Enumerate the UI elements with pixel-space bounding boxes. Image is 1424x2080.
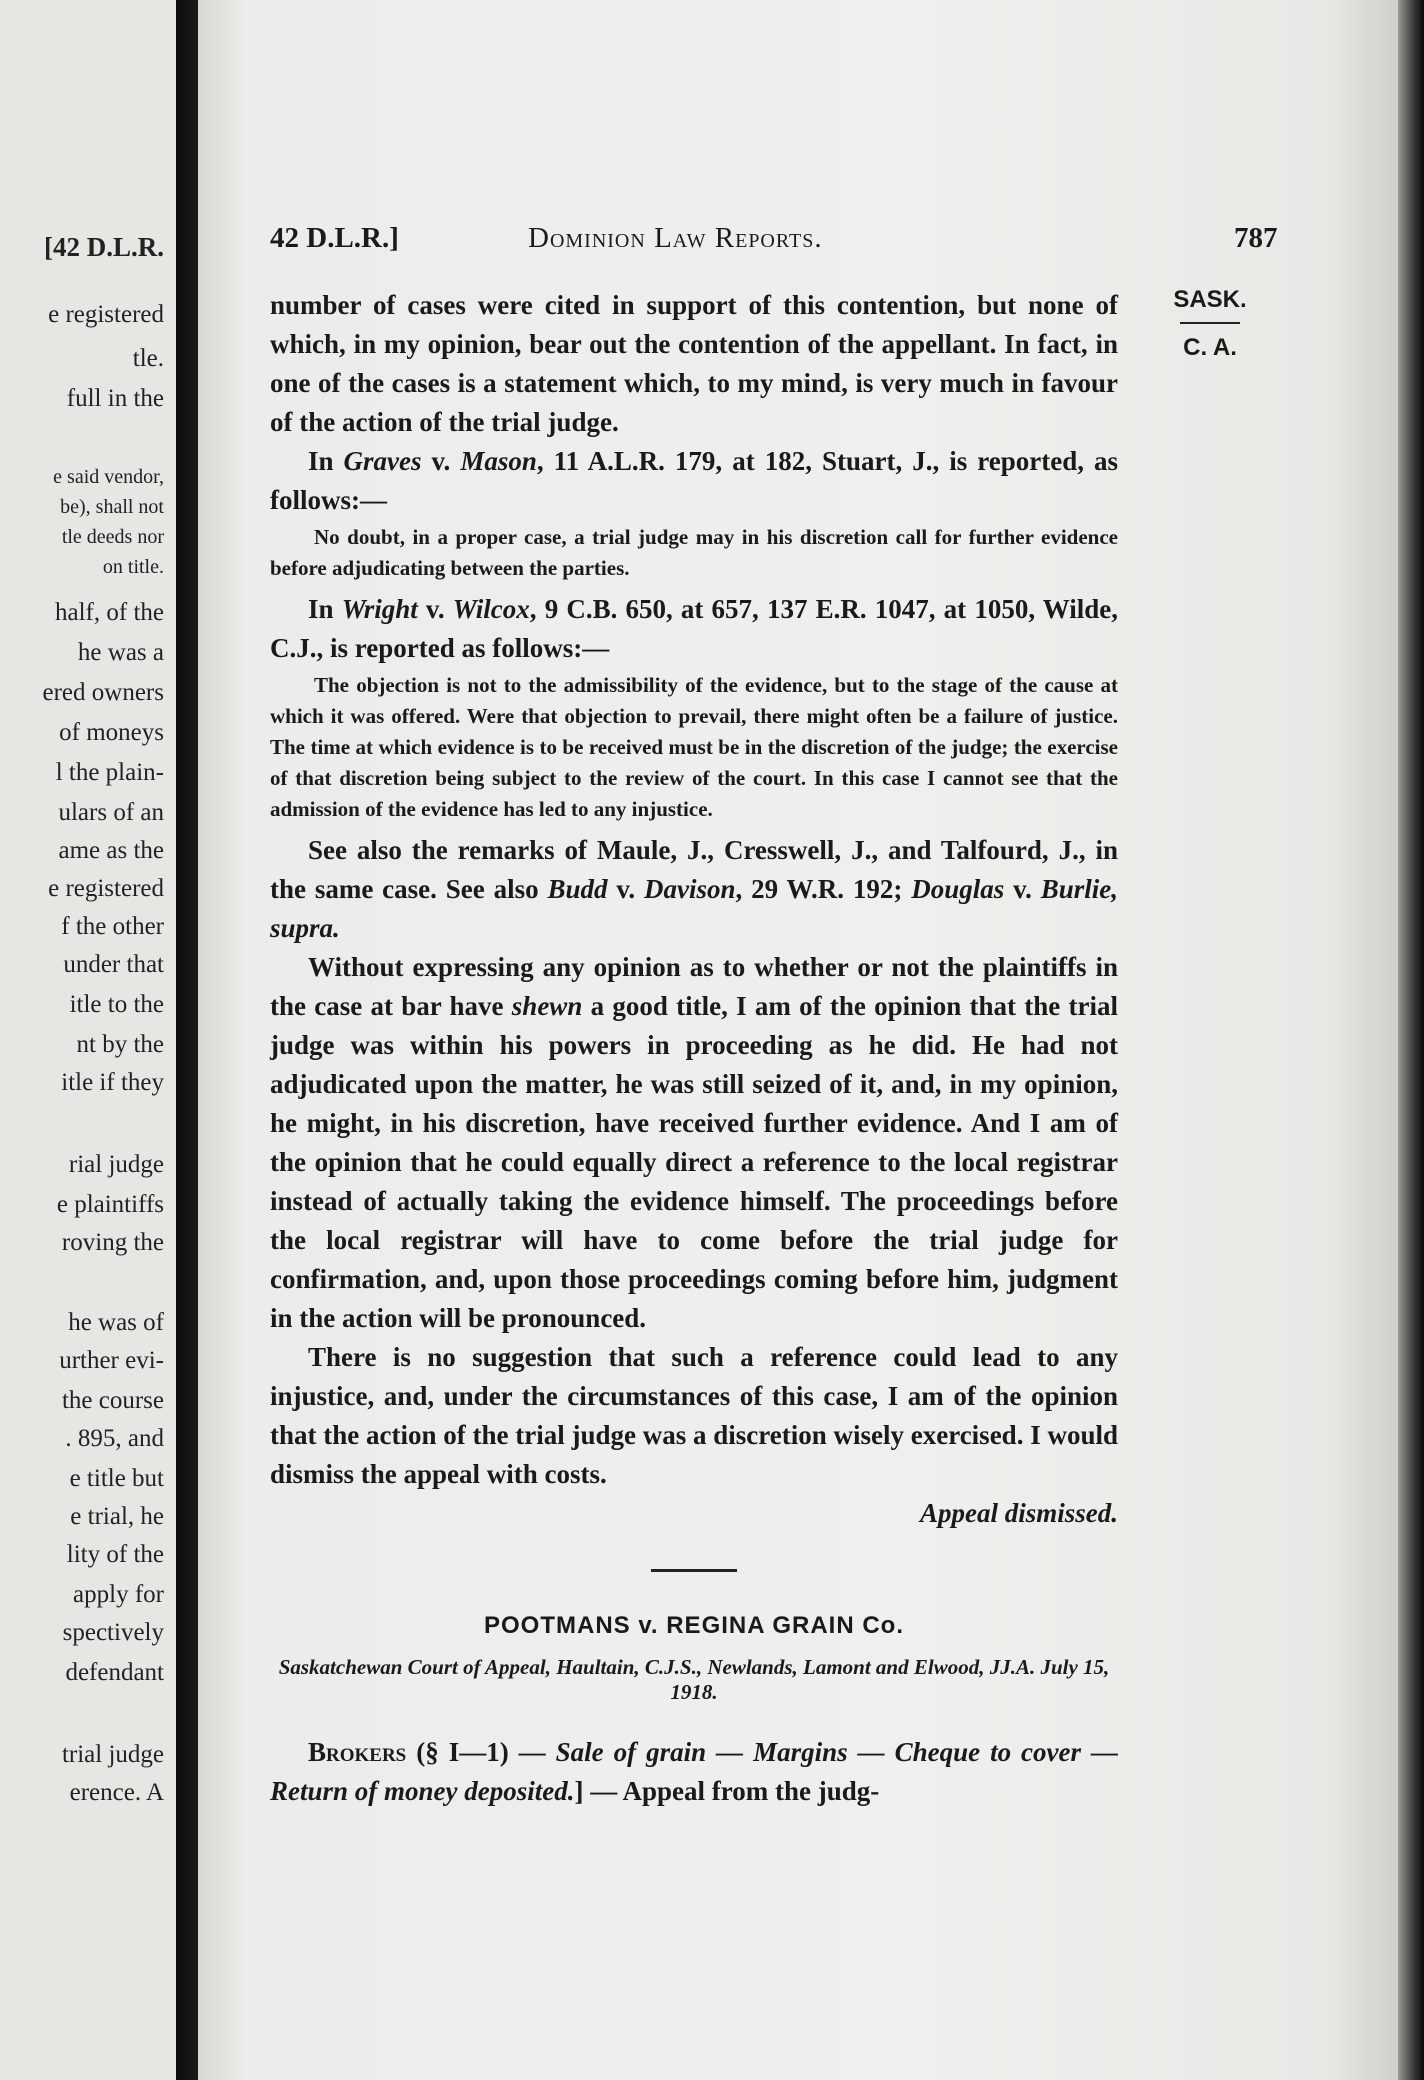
text-run: , 9 C.B. 650, at 657, 137 E.R. 1047, at 1050, Wilde, C.J., is reported as follows:— (270, 594, 1119, 663)
running-title: Dominion Law Reports. (528, 222, 823, 254)
facing-page-line: ame as the (58, 837, 164, 864)
facing-page-line: itle to the (69, 991, 164, 1018)
paragraph-2 (270, 442, 1118, 520)
text-run: Without expressing any opinion as to whether or not the plaintiffs in the case at bar have (270, 952, 1118, 1021)
case-name: Budd (547, 874, 608, 904)
facing-page-line: defendant (65, 1659, 164, 1686)
facing-page-line: under that (63, 951, 164, 978)
paragraph-4 (270, 831, 1118, 948)
paragraph-5 (270, 948, 1118, 1338)
facing-page-line: trial judge (61, 1741, 164, 1768)
facing-page-line: urther evi- (59, 1347, 164, 1374)
case-name: Davison (644, 874, 736, 904)
case-name: Burlie, supra. (270, 874, 1119, 943)
case-name: Wilcox (452, 594, 530, 624)
facing-page-line: e trial, he (70, 1503, 164, 1530)
volume-header: 42 D.L.R.] (270, 222, 399, 254)
margin-province: SASK. (1173, 286, 1247, 313)
paragraph-3 (270, 590, 1118, 668)
case-name: Graves (343, 446, 422, 476)
facing-page-line: lity of the (66, 1541, 164, 1568)
text-run: v. (421, 446, 461, 476)
case-title: POOTMANS v. REGINA GRAIN Co. (483, 1612, 904, 1639)
block-quote-2: The objection is not to the admissibility of the evidence, but to the stage of the cause at which it was offered. Were that objection to prevail, there might often be a failure of justice. The time at which evidence is to be received must be in the discretion of the judge; the exercise of that discretion being subject to the review of the court. In this case I cannot see that the admission of the evidence has led to any injustice. (270, 673, 1118, 821)
facing-page-line: e said vendor, (53, 466, 164, 488)
text-run: , 11 A.L.R. 179, at 182, Stuart, J., is reported, as follows:— (270, 446, 1118, 515)
facing-page-line: erence. A (69, 1779, 164, 1806)
facing-page-line: full in the (66, 385, 164, 412)
page-edge (1398, 0, 1424, 2080)
emphasis: shewn (511, 991, 583, 1021)
facing-page-line: [42 D.L.R. (44, 232, 164, 262)
facing-page-line: e registered (48, 875, 164, 902)
headnote (270, 1733, 1118, 1811)
facing-page-line: ulars of an (58, 799, 164, 826)
book-gutter (176, 0, 198, 2080)
facing-page-line: he was a (77, 639, 164, 666)
opinion-text (270, 286, 1118, 1811)
case-name: Mason (460, 446, 537, 476)
disposition: Appeal dismissed. (919, 1498, 1118, 1528)
case-name: Wright (341, 594, 418, 624)
facing-page-line: itle if they (61, 1069, 164, 1096)
margin-rule (1180, 322, 1240, 324)
facing-page-line: spectively (62, 1619, 164, 1646)
facing-page-line: ered owners (42, 679, 164, 706)
facing-page-line: the course (61, 1387, 164, 1414)
text-run: v. (417, 594, 453, 624)
facing-page-line: . 895, and (65, 1425, 164, 1452)
paragraph-6: There is no suggestion that such a reference could lead to any injustice, and, under the circumstances of this case, I am of the opinion that the action of the trial judge was a discretion wisely exercised. I would dismiss the appeal with costs. (270, 1342, 1118, 1489)
margin-note (1172, 286, 1248, 362)
facing-page-line: on title. (102, 556, 164, 578)
page-number: 787 (1234, 222, 1278, 254)
facing-page-line: e plaintiffs (56, 1191, 164, 1218)
margin-court: C. A. (1183, 334, 1237, 361)
text-run: a good title, I am of the opinion that the trial judge was within his powers in proceeding as he did. He had not adjudicated upon the matter, he was still seized of it, and, in my opinion, he might, in his discretion, have received further evidence. And I am of the opinion that he could equally direct a reference to the local registrar instead of actually taking the evidence himself. The proceedings before the local registrar will have to come before the trial judge for confirmation, and, upon those proceedings coming before him, judgment in the action will be pronounced. (270, 991, 1118, 1333)
court-line: Saskatchewan Court of Appeal, Haultain, C.J.S., Newlands, Lamont and Elwood, JJ.A. July 15, 1918. (278, 1655, 1110, 1704)
facing-page-line: of moneys (59, 719, 164, 746)
document-page (198, 0, 1398, 2080)
text-run: (§ I—1) — (406, 1737, 556, 1767)
case-name: Douglas (911, 874, 1005, 904)
text-run: In (308, 594, 342, 624)
text-run: v. (1004, 874, 1041, 904)
facing-page-line: tle deeds nor (61, 526, 164, 548)
facing-page-line: rial judge (68, 1151, 164, 1178)
facing-page-line: e title but (69, 1465, 164, 1492)
facing-page-line: apply for (73, 1581, 164, 1608)
facing-page-line: roving the (61, 1229, 164, 1256)
facing-page-line: l the plain- (55, 759, 164, 786)
facing-page-line: he was of (68, 1309, 164, 1336)
text-run: , 29 W.R. 192; (735, 874, 912, 904)
case-separator (651, 1569, 737, 1572)
facing-page-line: nt by the (76, 1031, 164, 1058)
headnote-heading: Brokers (308, 1737, 407, 1767)
text-run: See also the remarks of Maule, J., Cresswell, J., and Talfourd, J., in the same case. See also (270, 835, 1118, 904)
headnote-topics: Sale of grain — Margins — Cheque to cover — Return of money deposited. (270, 1737, 1118, 1806)
facing-page-line: tle. (132, 345, 164, 372)
text-run: In (308, 446, 344, 476)
facing-page-line: be), shall not (60, 496, 164, 518)
block-quote-1: No doubt, in a proper case, a trial judge may in his discretion call for further evidence before adjudicating between the parties. (270, 525, 1118, 580)
facing-page (0, 0, 176, 2080)
text-run: ] — Appeal from the judg- (574, 1776, 880, 1806)
facing-page-line: f the other (61, 913, 164, 940)
facing-page-line: e registered (48, 301, 164, 328)
paragraph-1: number of cases were cited in support of this contention, but none of which, in my opinion, bear out the contention of the appellant. In fact, in one of the cases is a statement which, to my mind, is very much in favour of the action of the trial judge. (270, 290, 1118, 437)
facing-page-line: half, of the (55, 599, 164, 626)
text-run: v. (607, 874, 644, 904)
